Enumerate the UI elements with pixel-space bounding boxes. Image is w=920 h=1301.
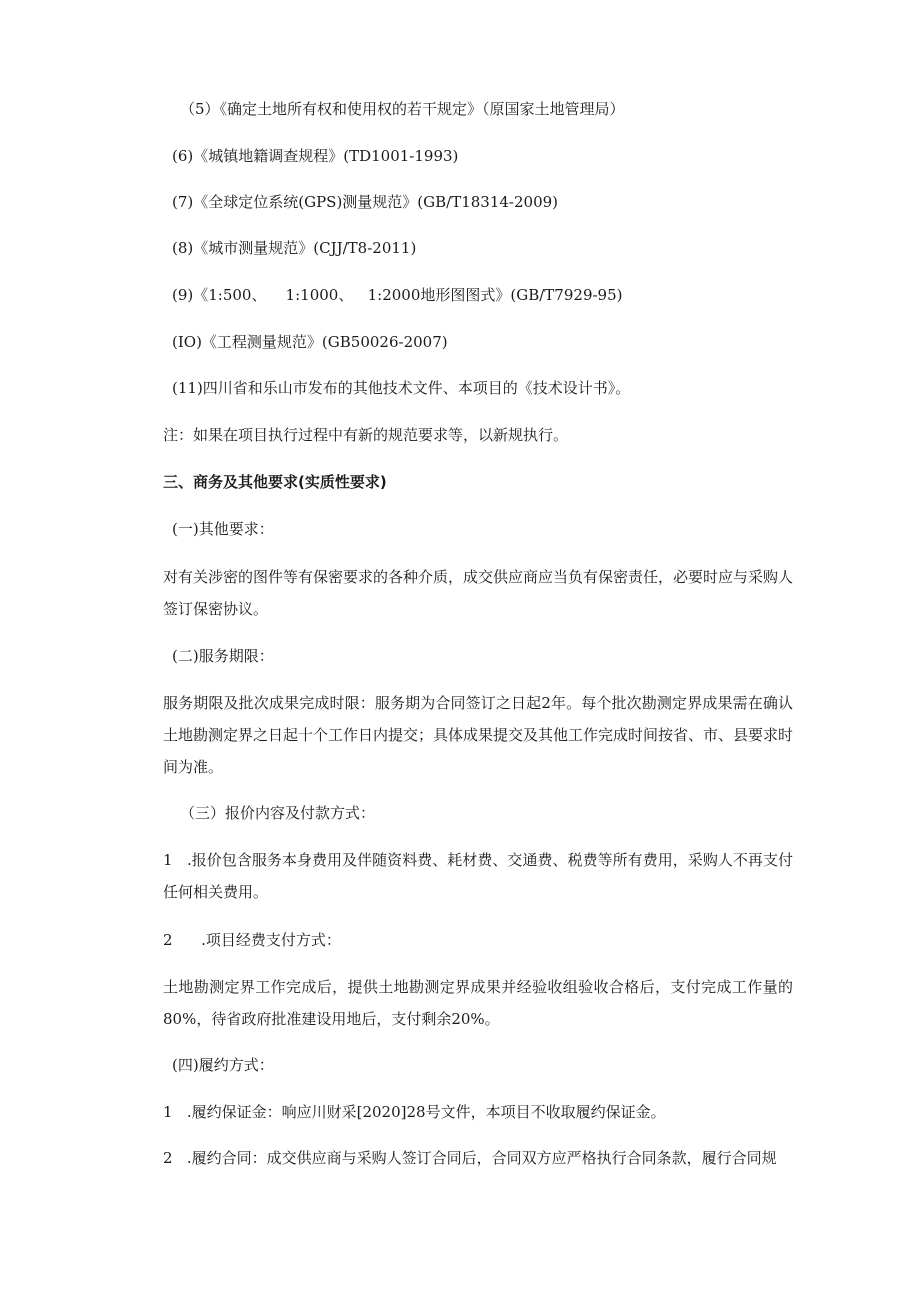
standard-item-5: （5）《确定土地所有权和使用权的若干规定》（原国家土地管理局） [180, 100, 625, 118]
sub-section-4-title: (四)履约方式： [172, 1056, 274, 1074]
sub-section-2-title: (二)服务期限： [172, 647, 274, 665]
sub-section-1-title: (一)其他要求： [172, 520, 274, 538]
sub-section-1-text: 对有关涉密的图件等有保密要求的各种介质，成交供应商应当负有保密责任，必要时应与采购人签订保密协议。 [163, 568, 794, 618]
sub-section-3-item-1: 1 .报价包含服务本身费用及伴随资料费、耗材费、交通费、税费等所有费用，采购人不再支付任何相关费用。 [163, 851, 793, 901]
standard-item-10: (IO)《工程测量规范》(GB50026-2007) [172, 333, 448, 351]
note-text: 注：如果在项目执行过程中有新的规范要求等，以新规执行。 [163, 426, 569, 444]
standard-item-6: (6)《城镇地籍调查规程》(TD1001-1993) [172, 147, 459, 165]
standard-item-7: (7)《全球定位系统(GPS)测量规范》(GB/T18314-2009) [172, 193, 559, 211]
section-3-title: 三、商务及其他要求(实质性要求) [163, 473, 387, 491]
sub-section-3-item-2-text: 土地勘测定界工作完成后，提供土地勘测定界成果并经验收组验收合格后，支付完成工作量的80%，待省政府批准建设用地后，支付剩余20%。 [163, 978, 793, 1028]
standard-item-9: (9)《1:500、 1:1000、 1:2000地形图图式》(GB/T7929-95) [172, 286, 623, 304]
sub-section-2-text: 服务期限及批次成果完成时限：服务期为合同签订之日起2年。每个批次勘测定界成果需在确认土地勘测定界之日起十个工作日内提交；具体成果提交及其他工作完成时间按省、市、县要求时间为准。 [163, 694, 794, 776]
sub-section-3-item-2: 2 .项目经费支付方式： [163, 931, 341, 949]
sub-section-4-item-2: 2 .履约合同：成交供应商与采购人签订合同后，合同双方应严格执行合同条款，履行合同规 [163, 1149, 777, 1167]
sub-section-3-title: （三）报价内容及付款方式： [180, 804, 376, 822]
standard-item-8: (8)《城市测量规范》(CJJ/T8-2011) [172, 239, 417, 257]
sub-section-4-item-1: 1 .履约保证金：响应川财采[2020]28号文件，本项目不收取履约保证金。 [163, 1103, 666, 1121]
standard-item-11: (11)四川省和乐山市发布的其他技术文件、本项目的《技术设计书》。 [172, 379, 631, 397]
